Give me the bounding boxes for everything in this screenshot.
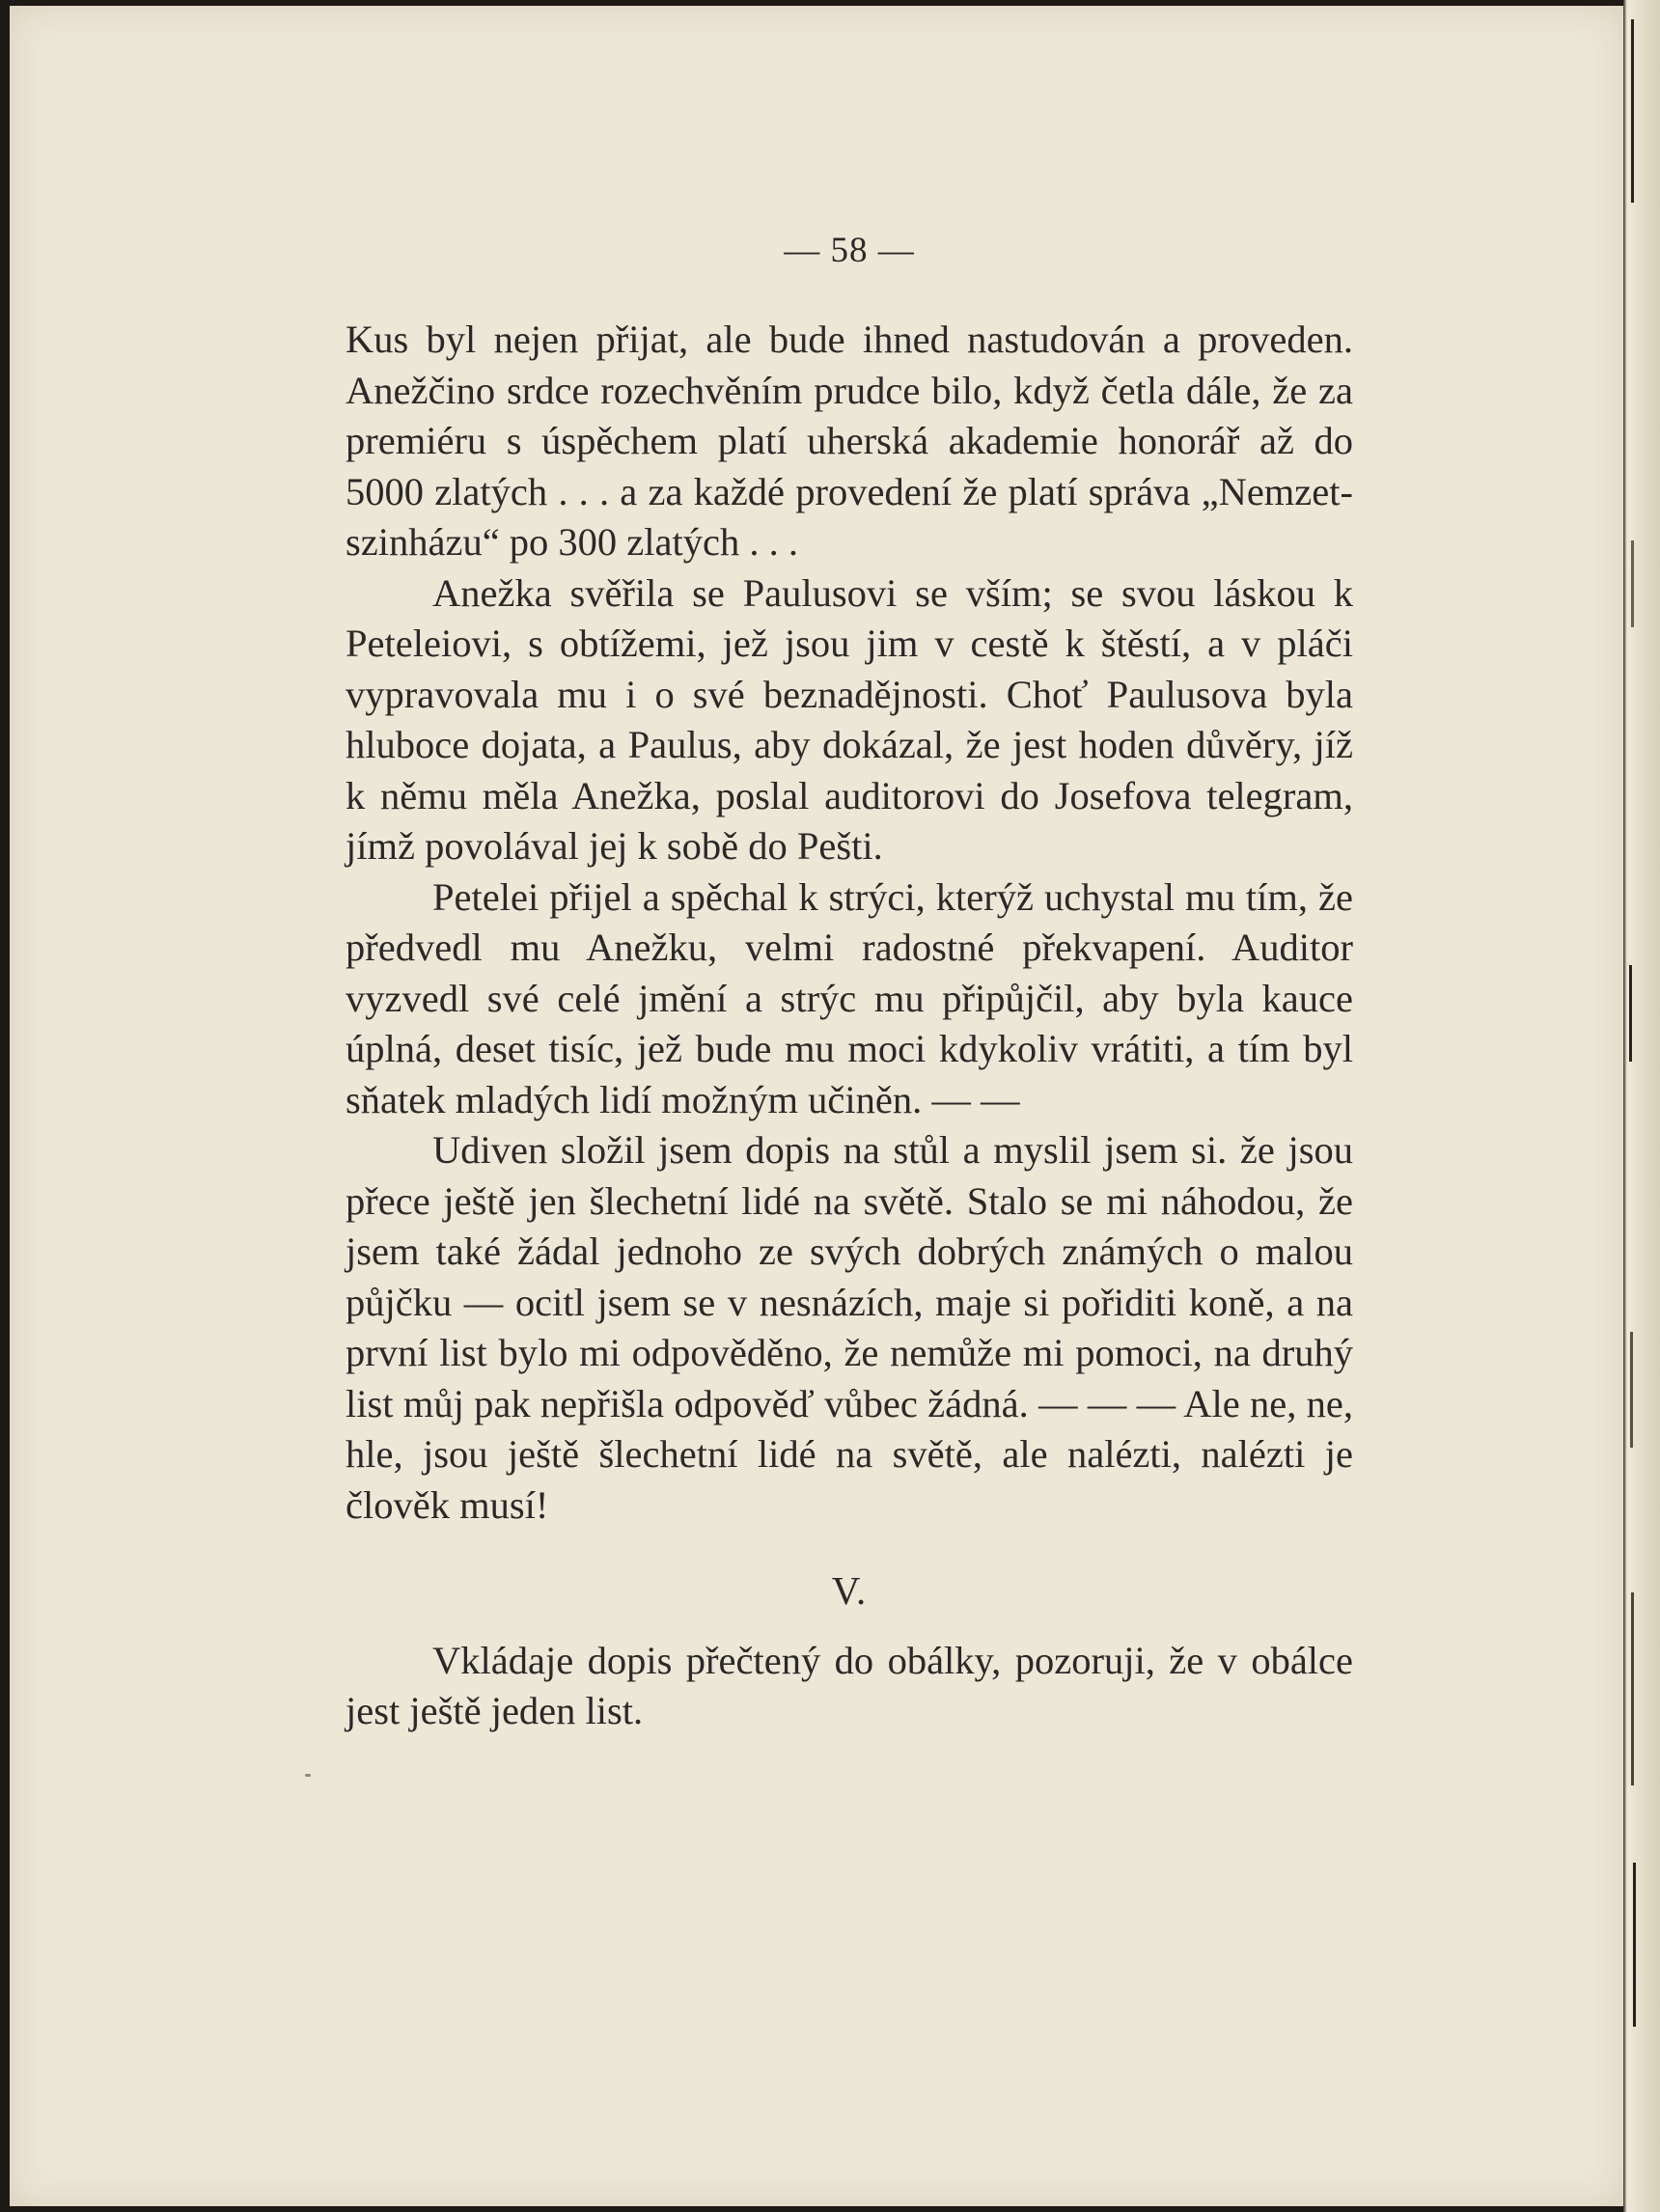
paragraph: Udiven složil jsem dopis na stůl a myslil jsem si. že jsou přece ještě jen šlechetní lidé na světě. Stalo se mi náhodou, že jsem také žádal jednoho ze svých dobrých známých o malou půjčku — ocitl jsem se v nesnázích, maje si pořiditi koně, a na první list bylo mi odpověděno, že nemůže mi pomoci, na druhý list můj pak nepřišla odpověď vůbec žádná. — — — Ale ne, ne, hle, jsou ještě šlechetní lidé na světě, ale nalézti, nalézti je člověk musí! (346, 1128, 1353, 1527)
edge-mark (1629, 965, 1632, 1062)
dust-speck (305, 1774, 311, 1777)
paragraph: Vkládaje dopis přečtený do obálky, pozoruji, že v obálce jest ještě jeden list. (346, 1638, 1353, 1732)
edge-mark (1633, 1863, 1636, 2027)
edge-mark (1631, 540, 1634, 627)
paragraph: Anežka svěřila se Paulusovi se vším; se svou láskou k Peteleiovi, s obtížemi, jež jsou jim v cestě k štěstí, a v pláči vypravovala mu i o své beznadějnosti. Choť Paulusova byla hluboce dojata, a Paulus, aby dokázal, že jest hoden důvěry, jíž k němu měla Anežka, poslal auditorovi do Josefova telegram, jímž povolával jej k sobě do Pešti. (346, 570, 1353, 868)
page-number: — 58 — (784, 231, 915, 270)
edge-mark (1630, 1332, 1633, 1448)
paragraph: Kus byl nejen přijat, ale bude ihned nastudován a proveden. Anežčino srdce rozechvěním prudce bilo, když četla dále, že za premiéru s úspěchem platí uherská akademie honorář až do 5000 zlatých . . . a za každé provedení že platí správa „Nemzet-szinházu“ po 300 zlatých . . . (346, 318, 1353, 564)
edge-mark (1631, 1592, 1634, 1785)
edge-mark (1631, 19, 1634, 203)
book-edge (1623, 0, 1660, 2212)
body-text (346, 315, 1353, 1737)
paragraph: Petelei přijel a spěchal k strýci, kterýž uchystal mu tím, že předvedl mu Anežku, velmi radostné překvapení. Auditor vyzvedl své celé jmění a strýc mu připůjčil, aby byla kauce úplná, deset tisíc, jež bude mu moci kdykoliv vrátiti, a tím byl sňatek mladých lidí možným učiněn. — — (346, 874, 1353, 1121)
section-heading: V. (831, 1568, 868, 1613)
